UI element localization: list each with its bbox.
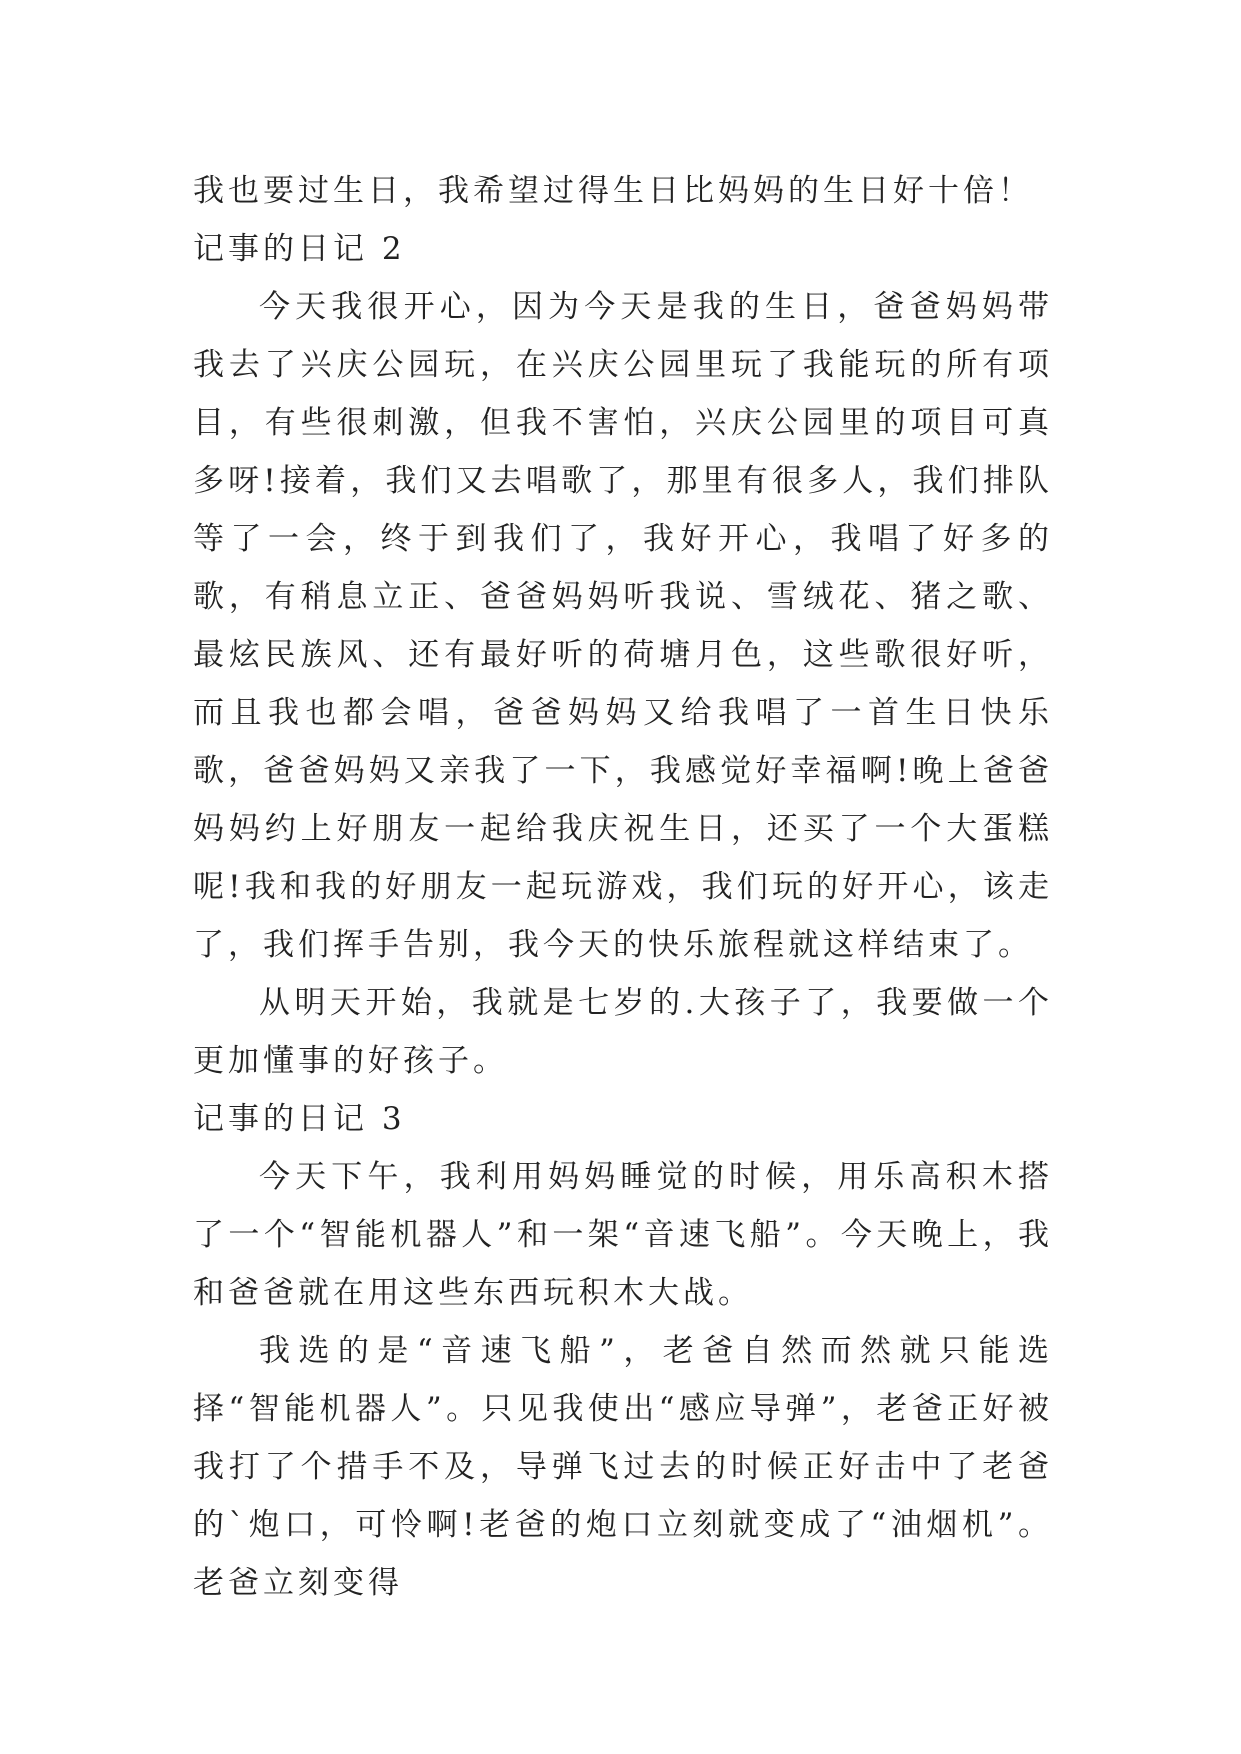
- paragraph: 从明天开始，我就是七岁的.大孩子了，我要做一个更加懂事的好孩子。: [193, 985, 1053, 1079]
- document-body: [193, 162, 1053, 1612]
- section-title-diary-2: 记事的日记 2: [193, 231, 406, 267]
- paragraph: 我选的是“音速飞船”，老爸自然而然就只能选择“智能机器人”。只见我使出“感应导弹”，老爸正好被我打了个措手不及，导弹飞过去的时候正好击中了老爸的`炮口，可怜啊!老爸的炮口立刻就变成了“油烟机”。老爸立刻变得: [193, 1333, 1053, 1601]
- section-title-diary-3: 记事的日记 3: [193, 1101, 406, 1137]
- paragraph: 今天下午，我利用妈妈睡觉的时候，用乐高积木搭了一个“智能机器人”和一架“音速飞船”。今天晚上，我和爸爸就在用这些东西玩积木大战。: [193, 1159, 1053, 1311]
- intro-line: 我也要过生日，我希望过得生日比妈妈的生日好十倍！: [193, 173, 1033, 209]
- paragraph: 今天我很开心，因为今天是我的生日，爸爸妈妈带我去了兴庆公园玩，在兴庆公园里玩了我能玩的所有项目，有些很刺激，但我不害怕，兴庆公园里的项目可真多呀!接着，我们又去唱歌了，那里有很多人，我们排队等了一会，终于到我们了，我好开心，我唱了好多的歌，有稍息立正、爸爸妈妈听我说、雪绒花、猪之歌、最炫民族风、还有最好听的荷塘月色，这些歌很好听，而且我也都会唱，爸爸妈妈又给我唱了一首生日快乐歌，爸爸妈妈又亲我了一下，我感觉好幸福啊!晚上爸爸妈妈约上好朋友一起给我庆祝生日，还买了一个大蛋糕呢!我和我的好朋友一起玩游戏，我们玩的好开心，该走了，我们挥手告别，我今天的快乐旅程就这样结束了。: [193, 289, 1053, 963]
